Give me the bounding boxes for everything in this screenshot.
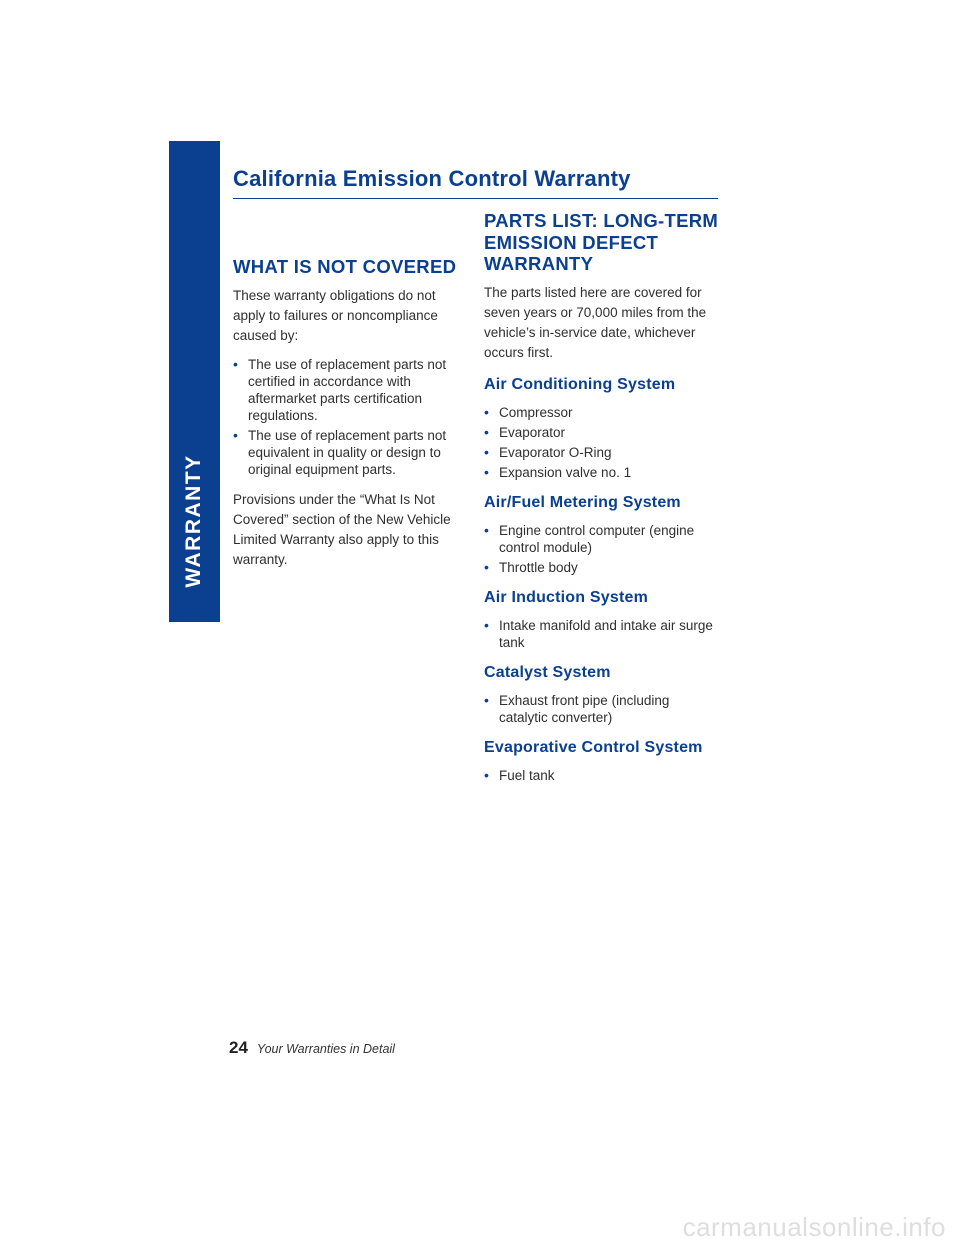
page-number: 24 [229,1038,248,1057]
section-tab-label: WARRANTY [182,454,205,588]
list-item-text: Throttle body [499,559,578,575]
bullet-icon: • [484,423,489,440]
list-item-text: Evaporator O-Ring [499,444,612,460]
list-item [484,767,720,784]
bullet-icon: • [233,355,238,372]
list-item [233,356,465,424]
not-covered-closing: Provisions under the “What Is Not Covered” section of the New Vehicle Limited Warranty also apply to this warranty. [233,491,451,567]
section-heading-air-induction: Air Induction System [484,588,649,606]
air-induction-list [484,617,720,651]
catalyst-list [484,692,720,726]
title-divider [233,198,718,199]
list-item-text: Expansion valve no. 1 [499,464,632,480]
list-item [484,444,720,461]
not-covered-intro: These warranty obligations do not apply to failures or noncompliance caused by: [233,287,438,343]
bullet-icon: • [484,403,489,420]
bullet-icon: • [484,616,489,633]
left-column [233,210,465,580]
list-item-text: Intake manifold and intake air surge tank [499,617,713,650]
air-fuel-metering-list [484,522,720,576]
parts-list-heading: PARTS LIST: LONG-TERM EMISSION DEFECT WARRANTY [484,210,719,274]
list-item [484,617,720,651]
evaporative-control-list [484,767,720,784]
bullet-icon: • [484,521,489,538]
section-heading-air-conditioning: Air Conditioning System [484,375,676,393]
list-item-text: The use of replacement parts not equivalent in quality or design to original equipment parts. [248,427,447,477]
bullet-icon: • [233,426,238,443]
list-item [484,559,720,576]
list-item-text: Compressor [499,404,573,420]
section-heading-evaporative-control: Evaporative Control System [484,738,703,756]
parts-list-intro: The parts listed here are covered for seven years or 70,000 miles from the vehicle’s in-service date, whichever occurs first. [484,284,707,360]
list-item [484,464,720,481]
list-item-text: Exhaust front pipe (including catalytic converter) [499,692,670,725]
bullet-icon: • [484,463,489,480]
list-item-text: Evaporator [499,424,566,440]
list-item [484,692,720,726]
list-item [233,427,465,478]
list-item-text: Engine control computer (engine control module) [499,522,695,555]
section-heading-air-fuel-metering: Air/Fuel Metering System [484,493,681,511]
page-title: California Emission Control Warranty [233,166,631,191]
list-item [484,404,720,421]
bullet-icon: • [484,691,489,708]
list-item [484,424,720,441]
section-side-tab [169,141,220,622]
bullet-icon: • [484,766,489,783]
not-covered-list [233,356,465,478]
watermark: carmanualsonline.info [682,1212,946,1242]
not-covered-heading: WHAT IS NOT COVERED [233,256,457,277]
list-item [484,522,720,556]
section-heading-catalyst: Catalyst System [484,663,611,681]
list-item-text: Fuel tank [499,767,555,783]
page-footer [229,1038,395,1058]
right-column [484,210,720,790]
footer-text: Your Warranties in Detail [256,1042,395,1056]
list-item-text: The use of replacement parts not certified in accordance with aftermarket parts certification regulations. [248,356,447,423]
bullet-icon: • [484,443,489,460]
bullet-icon: • [484,558,489,575]
air-conditioning-list [484,404,720,481]
